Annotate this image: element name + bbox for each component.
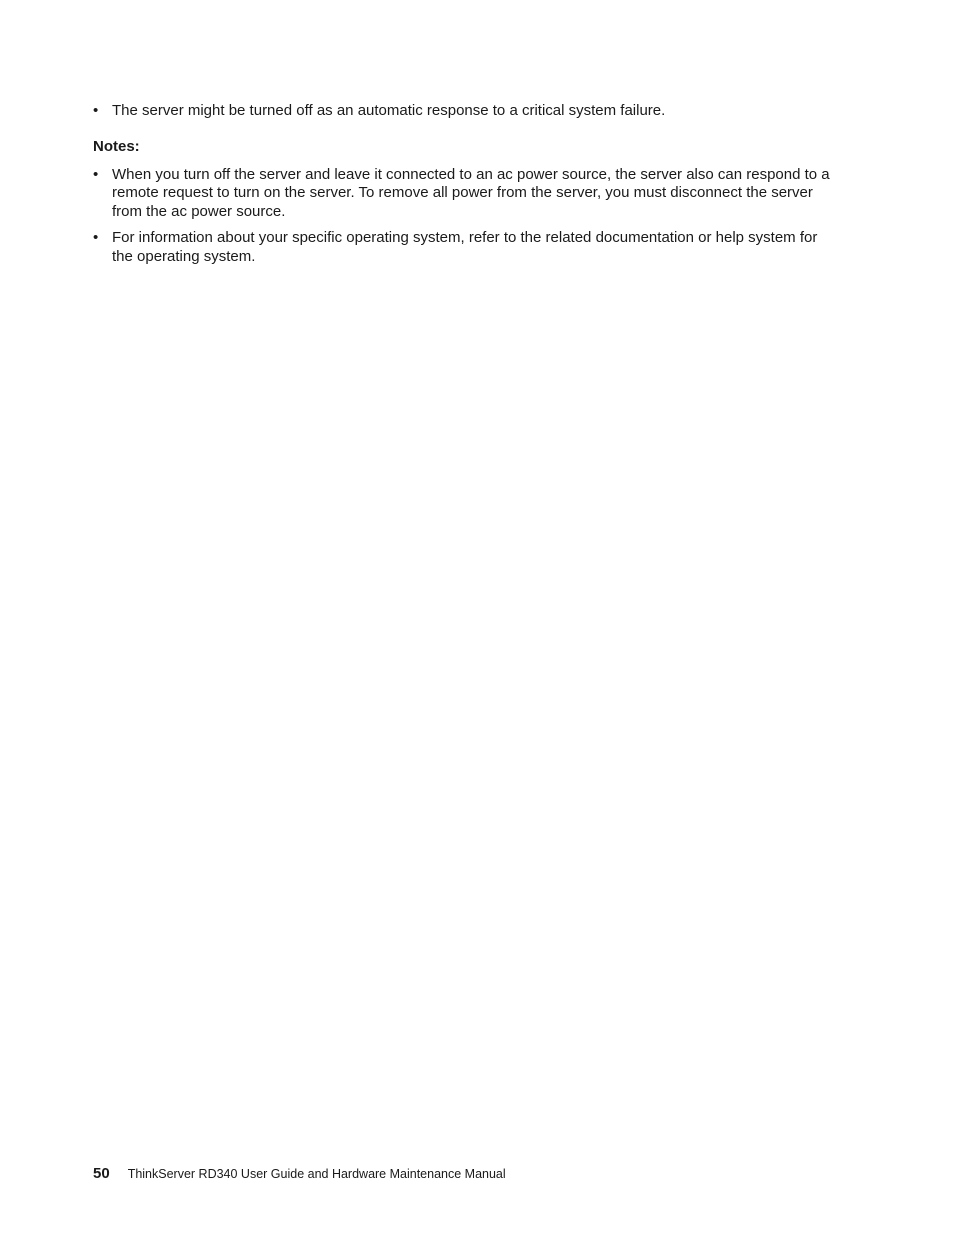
page-footer <box>93 1165 506 1182</box>
notes-heading: Notes: <box>93 137 140 155</box>
intro-bullet-list <box>93 102 838 121</box>
notes-list <box>93 166 838 267</box>
page-number: 50 <box>93 1165 110 1182</box>
list-item: • For information about your specific operating system, refer to the related documentation or help system for the operating system. <box>93 229 838 266</box>
footer-title: ThinkServer RD340 User Guide and Hardware Maintenance Manual <box>127 1167 506 1181</box>
list-item: • When you turn off the server and leave it connected to an ac power source, the server also can respond to a remote request to turn on the server. To remove all power from the server, you must disconnect the server from the ac power source. <box>93 166 838 222</box>
list-item: • The server might be turned off as an automatic response to a critical system failure. <box>93 102 838 121</box>
page-content <box>93 100 838 266</box>
